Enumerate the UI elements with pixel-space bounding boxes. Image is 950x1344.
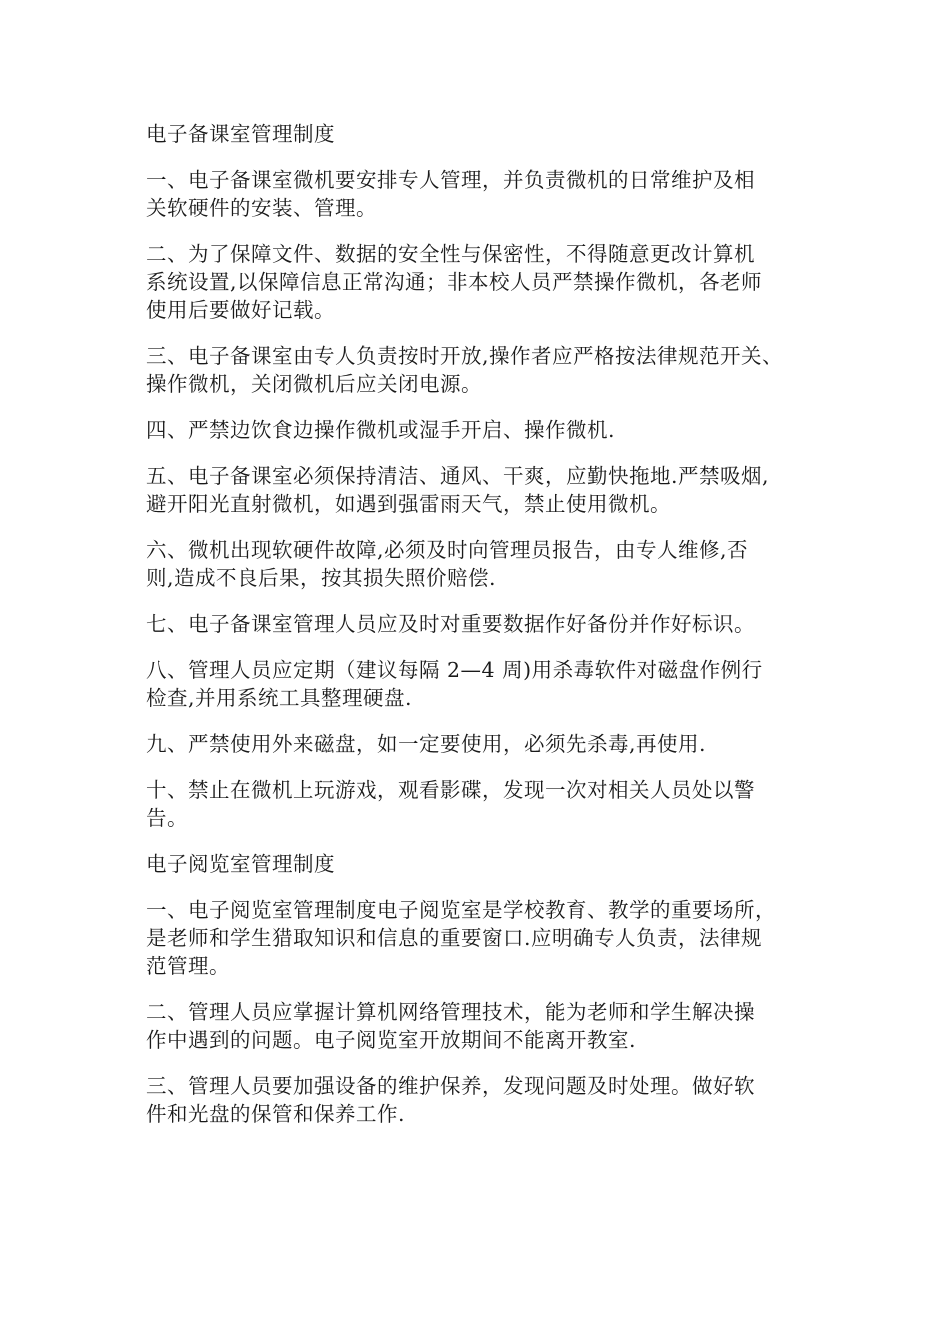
text-line: 一、电子备课室微机要安排专人管理，并负责微机的日常维护及相 [146, 168, 755, 192]
text-line: 一、电子阅览室管理制度电子阅览室是学校教育、教学的重要场所， [146, 898, 776, 922]
document-page [146, 120, 816, 1146]
text-line: 九、严禁使用外来磁盘，如一定要使用，必须先杀毒,再使用. [146, 732, 707, 756]
paragraph-4 [146, 416, 816, 444]
paragraph-6 [146, 536, 816, 592]
text-line: 电子备课室管理制度 [146, 122, 335, 146]
text-line: 避开阳光直射微机，如遇到强雷雨天气，禁止使用微机。 [146, 492, 671, 516]
text-line: 二、管理人员应掌握计算机网络管理技术，能为老师和学生解决操 [146, 1000, 755, 1024]
text-line: 六、微机出现软硬件故障,必须及时向管理员报告，由专人维修,否 [146, 538, 749, 562]
text-line: 检查,并用系统工具整理硬盘. [146, 686, 413, 710]
text-line: 十、禁止在微机上玩游戏，观看影碟，发现一次对相关人员处以警 [146, 778, 755, 802]
text-line: 五、电子备课室必须保持清洁、通风、干爽，应勤快拖地.严禁吸烟, [146, 464, 770, 488]
text-line: 件和光盘的保管和保养工作. [146, 1102, 406, 1126]
text-line: 电子阅览室管理制度 [146, 852, 335, 876]
section-title-1 [146, 120, 816, 148]
paragraph-7 [146, 610, 816, 638]
paragraph-2 [146, 240, 816, 324]
paragraph-5 [146, 462, 816, 518]
text-line: 范管理。 [146, 954, 230, 978]
paragraph-9 [146, 730, 816, 758]
paragraph-3 [146, 342, 816, 398]
text-line: 二、为了保障文件、数据的安全性与保密性，不得随意更改计算机 [146, 242, 755, 266]
text-line: 四、严禁边饮食边操作微机或湿手开启、操作微机. [146, 418, 616, 442]
paragraph-8 [146, 656, 816, 712]
text-line: 三、电子备课室由专人负责按时开放,操作者应严格按法律规范开关、 [146, 344, 784, 368]
paragraph-14 [146, 1072, 816, 1128]
paragraph-10 [146, 776, 816, 832]
text-line: 是老师和学生猎取知识和信息的重要窗口.应明确专人负责，法律规 [146, 926, 763, 950]
text-line: 操作微机，关闭微机后应关闭电源。 [146, 372, 482, 396]
text-line: 系统设置,以保障信息正常沟通；非本校人员严禁操作微机，各老师 [146, 270, 763, 294]
text-line: 关软硬件的安装、管理。 [146, 196, 377, 220]
paragraph-1 [146, 166, 816, 222]
text-line: 七、电子备课室管理人员应及时对重要数据作好备份并作好标识。 [146, 612, 755, 636]
paragraph-12 [146, 896, 816, 980]
text-line: 八、管理人员应定期（建议每隔 2—4 周)用杀毒软件对磁盘作例行 [146, 658, 763, 682]
text-line: 则,造成不良后果，按其损失照价赔偿. [146, 566, 497, 590]
paragraph-13 [146, 998, 816, 1054]
text-line: 三、管理人员要加强设备的维护保养，发现问题及时处理。做好软 [146, 1074, 755, 1098]
section-title-2 [146, 850, 816, 878]
text-line: 使用后要做好记载。 [146, 298, 335, 322]
text-line: 作中遇到的问题。电子阅览室开放期间不能离开教室. [146, 1028, 637, 1052]
text-line: 告。 [146, 806, 188, 830]
